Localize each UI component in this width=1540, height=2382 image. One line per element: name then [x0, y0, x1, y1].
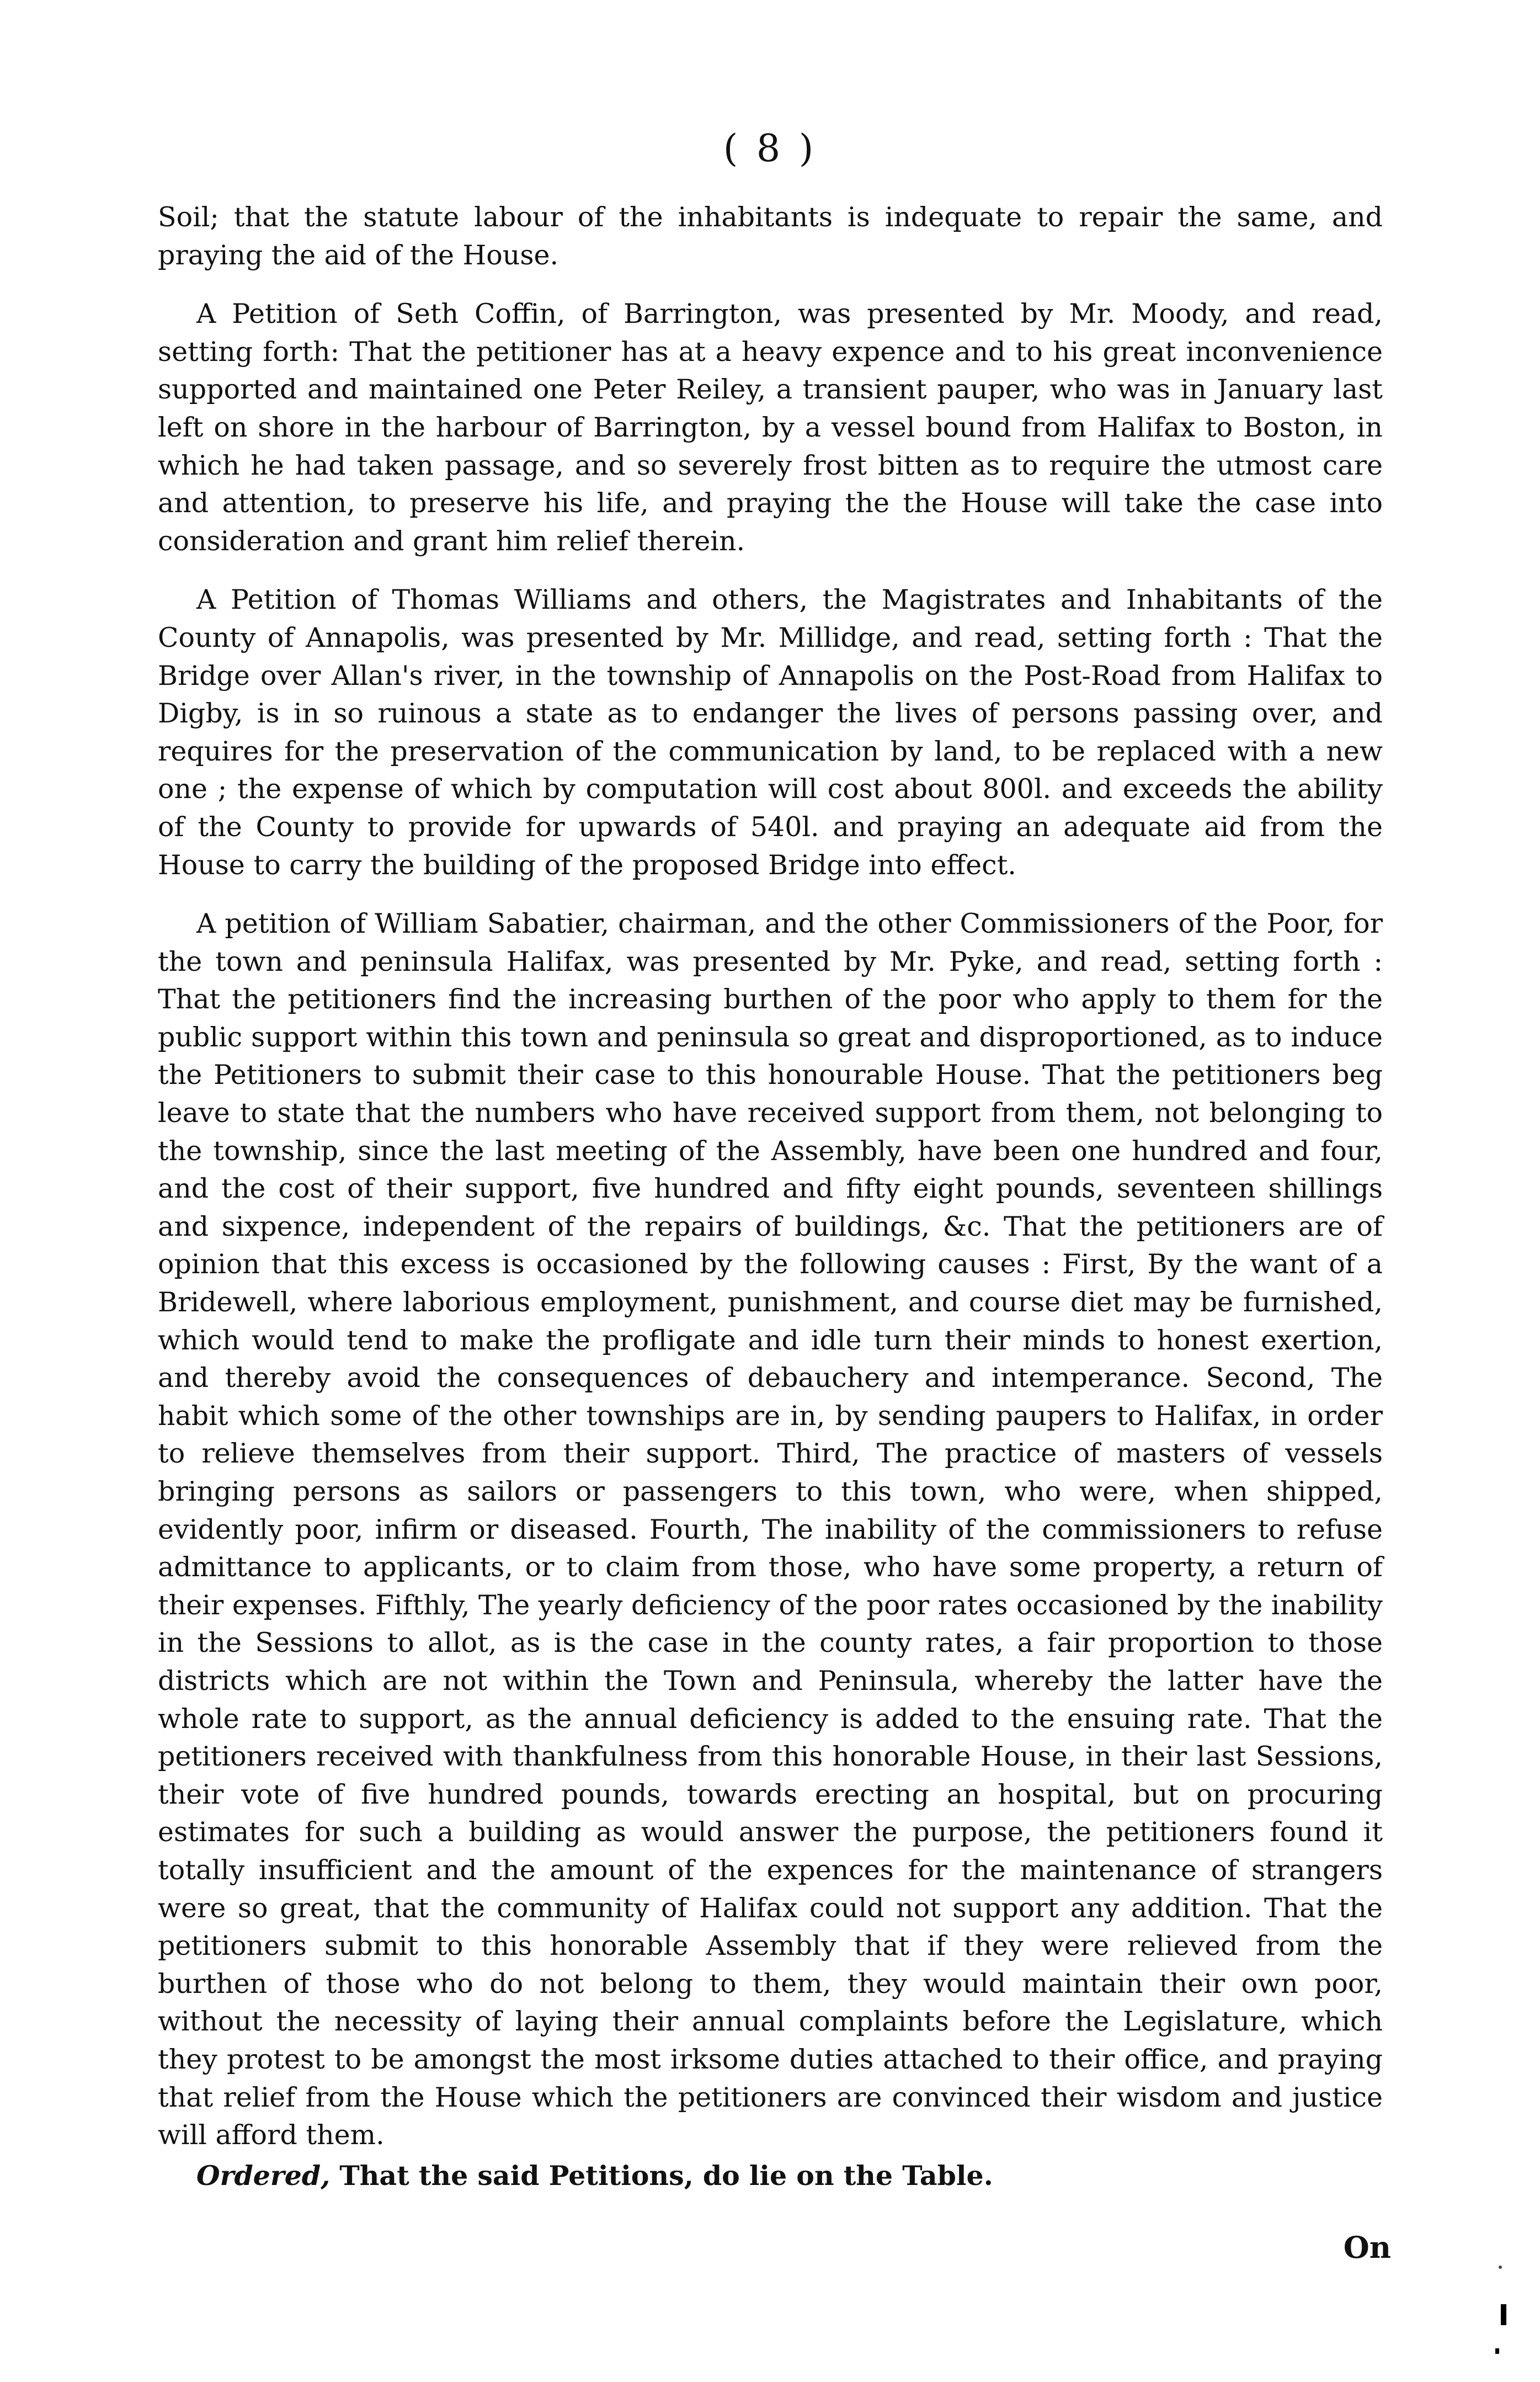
margin-speck [1499, 2266, 1502, 2269]
margin-mark [1501, 2304, 1506, 2325]
ordered-label: Ordered, [196, 2159, 331, 2192]
margin-speck [1495, 2348, 1499, 2354]
paragraph-sabatier-petition: A petition of William Sabatier, chairman, and the other Commissioners of the Poor, for the town and peninsula Halifax, was presented by Mr. Pyke, and read, setting forth : That the petitioners find the increasing burthen of the poor who apply to them for the public support within this town and peninsula so great and disproportioned, as to induce the Petitioners to submit their case to this honourable House. That the petitioners beg leave to state that the numbers who have received support from them, not belonging to the township, since the last meeting of the Assembly, have been one hundred and four, and the cost of their support, five hundred and fifty eight pounds, seventeen shillings and sixpence, independent of the repairs of buildings, &c. That the petitioners are of opinion that this excess is occasioned by the following causes : First, By the want of a Bridewell, where laborious employment, punishment, and course diet may be furnished, which would tend to make the profligate and idle turn their minds to honest exertion, and thereby avoid the consequences of debauchery and intemperance. Second, The habit which some of the other townships are in, by sending paupers to Halifax, in order to relieve themselves from their support. Third, The practice of masters of vessels bringing persons as sailors or passengers to this town, who were, when shipped, evidently poor, infirm or diseased. Fourth, The inability of the commissioners to refuse admittance to applicants, or to claim from those, who have some property, a return of their expenses. Fifthly, The yearly deficiency of the poor rates occasioned by the inability in the Sessions to allot, as is the case in the county rates, a fair proportion to those districts which are not within the Town and Peninsula, whereby the latter have the whole rate to support, as the annual deficiency is added to the ensuing rate. That the petitioners received with thankfulness from this honorable House, in their last Sessions, their vote of five hundred pounds, towards erecting an hospital, but on procuring estimates for such a building as would answer the purpose, the petitioners found it totally insufficient and the amount of the expences for the maintenance of strangers were so great, that the community of Halifax could not support any addition. That the petitioners submit to this honorable Assembly that if they were relieved from the burthen of those who do not belong to them, they would maintain their own poor, without the necessity of laying their annual complaints before the Legislature, which they protest to be amongst the most irksome duties attached to their office, and praying that relief from the House which the petitioners are convinced their wisdom and justice will afford them. [158, 908, 1383, 2151]
catchword-text: On [1343, 2230, 1391, 2265]
page-number: ( 8 ) [723, 127, 817, 171]
body-text [158, 199, 1383, 2194]
ordered-text: That the said Petitions, do lie on the Table. [330, 2159, 993, 2192]
paragraph-continuation: Soil; that the statute labour of the inhabitants is indequate to repair the same, and praying the aid of the House. [158, 201, 1383, 271]
paragraph-williams-petition: A Petition of Thomas Williams and others, the Magistrates and Inhabitants of the County of Annapolis, was presented by Mr. Millidge, and read, setting forth : That the Bridge over Allan's river, in the township of Annapolis on the Post-Road from Halifax to Digby, is in so ruinous a state as to endanger the lives of persons passing over, and requires for the preservation of the communication by land, to be replaced with a new one ; the expense of which by computation will cost about 800l. and exceeds the ability of the County to provide for upwards of 540l. and praying an adequate aid from the House to carry the building of the proposed Bridge into effect. [158, 584, 1383, 881]
paragraph-coffin-petition: A Petition of Seth Coffin, of Barrington, was presented by Mr. Moody, and read, setting forth: That the petitioner has at a heavy expence and to his great inconvenience supported and maintained one Peter Reiley, a transient pauper, who was in January last left on shore in the harbour of Barrington, by a vessel bound from Halifax to Boston, in which he had taken passage, and so severely frost bitten as to require the utmost care and attention, to preserve his life, and praying the the House will take the case into consideration and grant him relief therein. [158, 298, 1383, 557]
ordered-resolution [158, 2157, 1383, 2195]
